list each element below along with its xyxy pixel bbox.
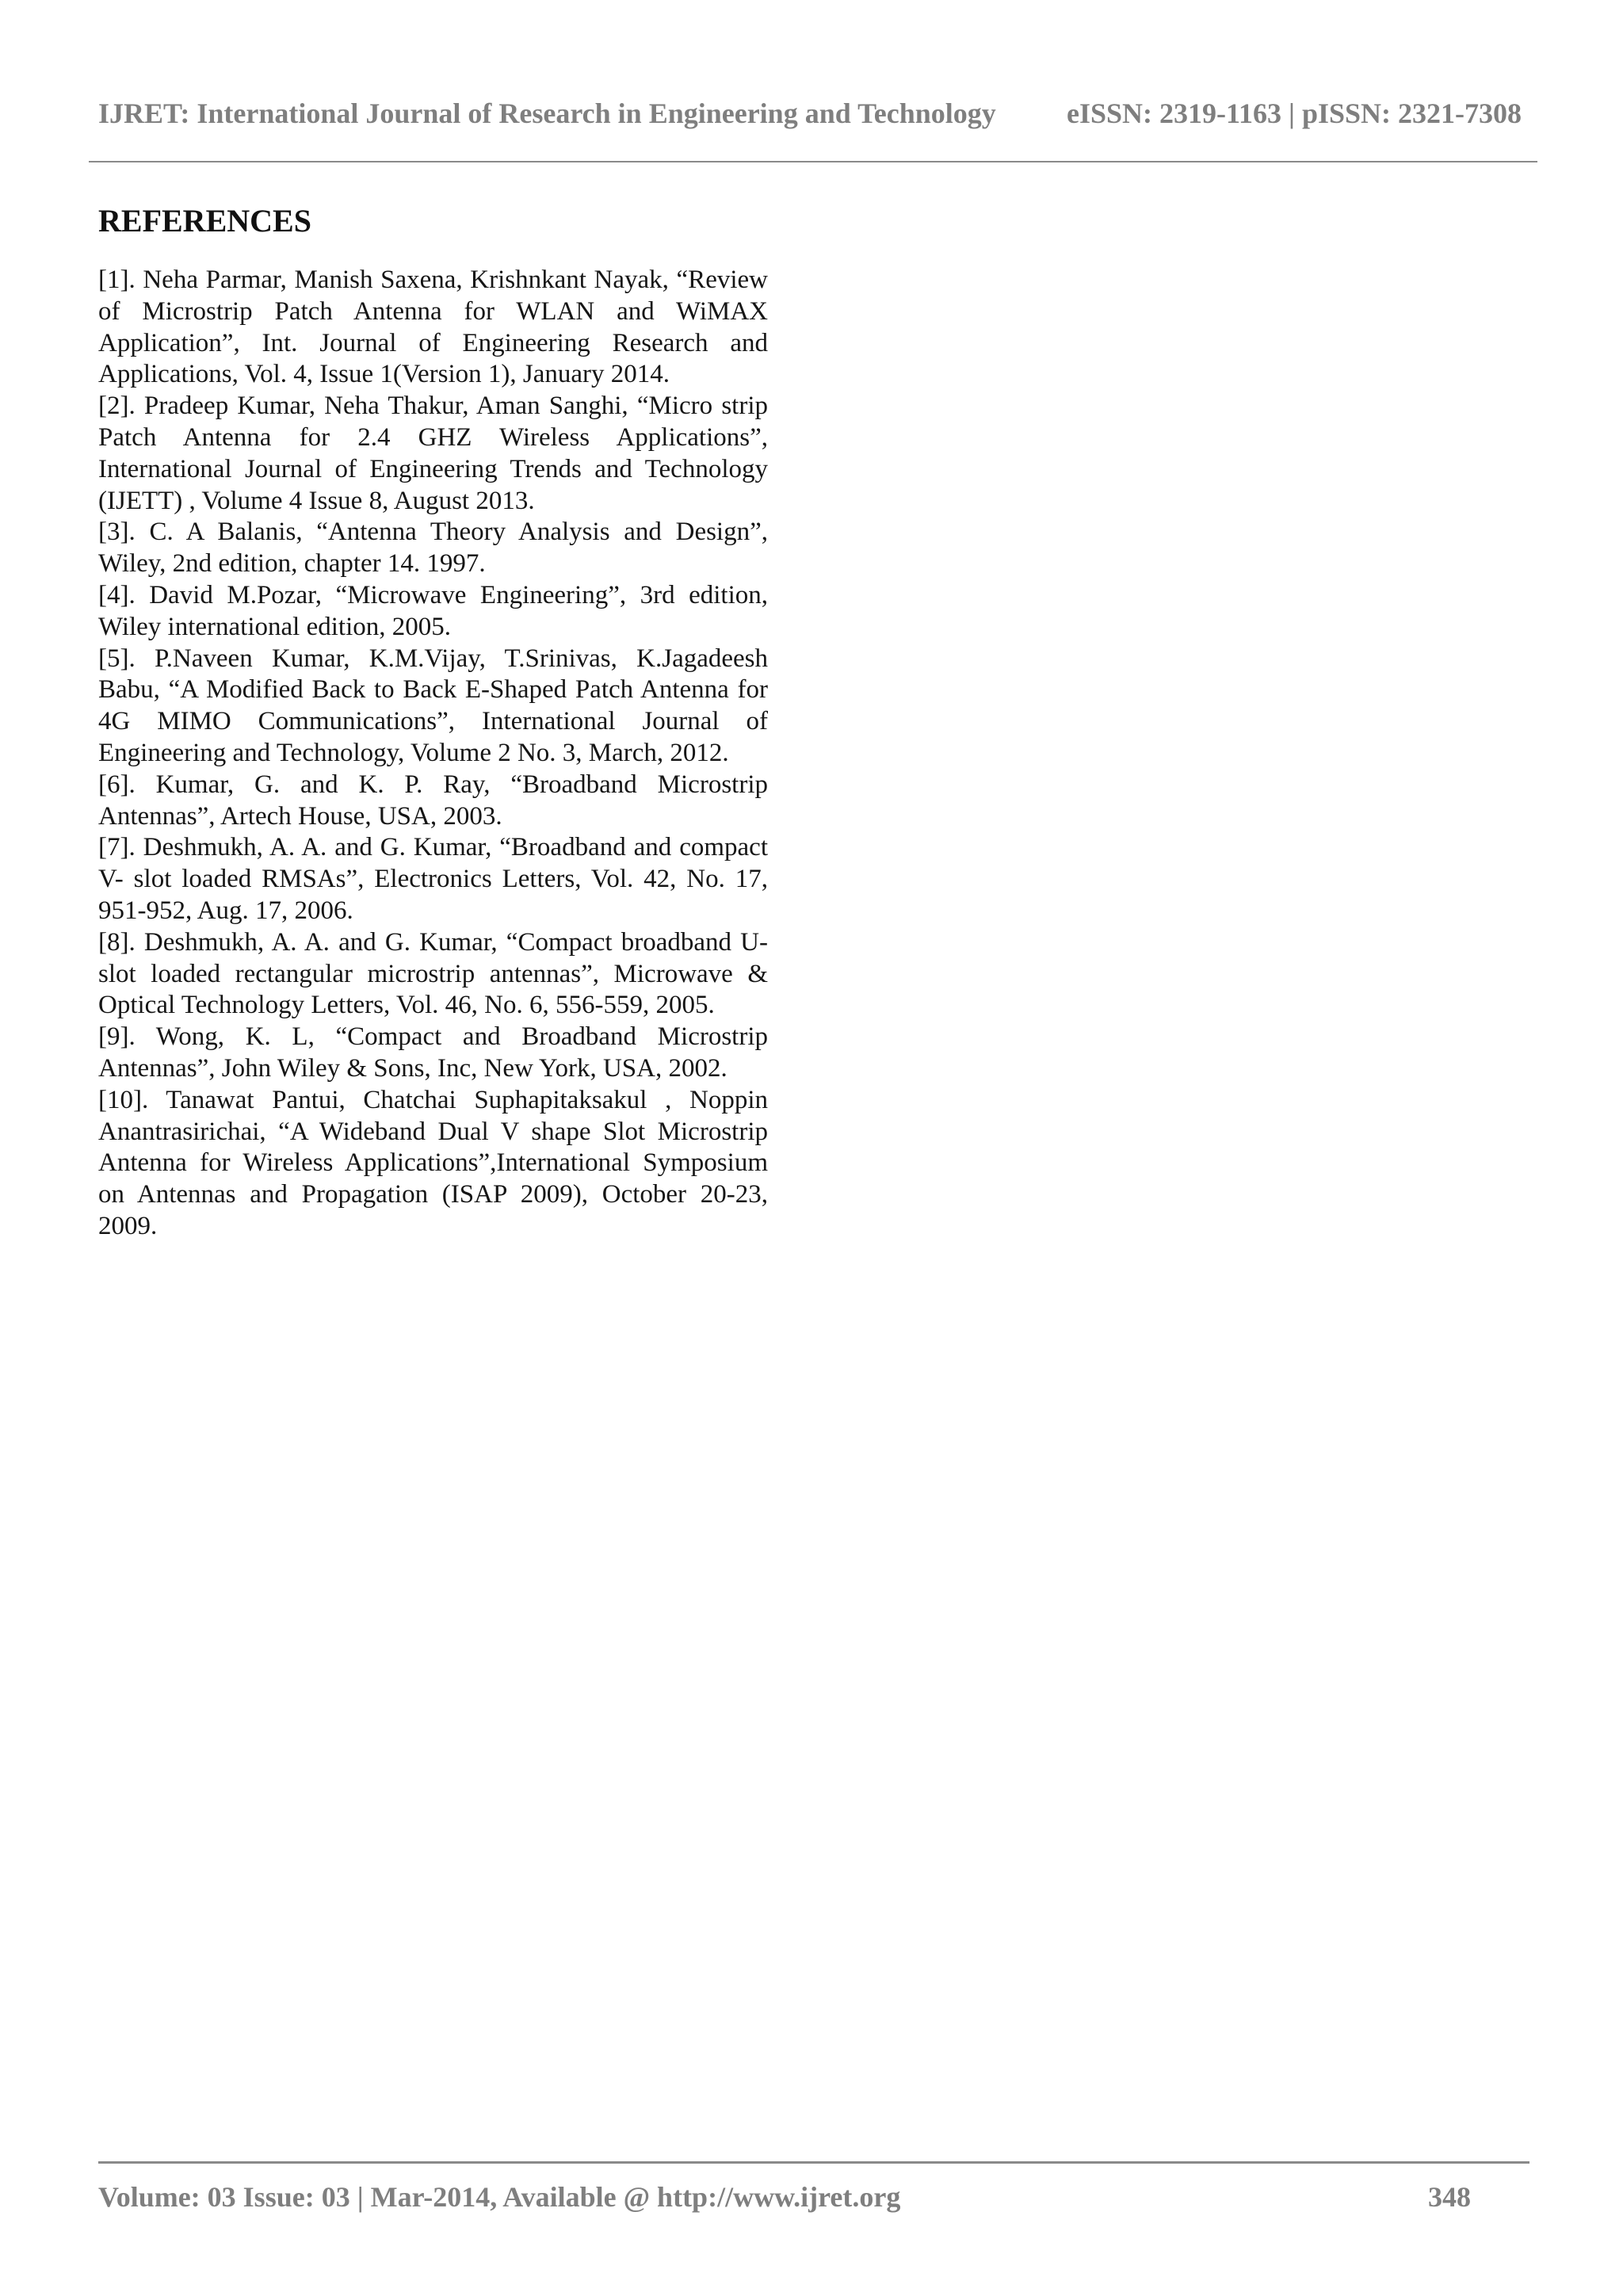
page-header bbox=[98, 97, 1525, 136]
reference-item-9: [9]. Wong, K. L, “Compact and Broadband Microstrip Antennas”, John Wiley & Sons, Inc, New York, USA, 2002. bbox=[98, 1022, 768, 1083]
reference-item-5: [5]. P.Naveen Kumar, K.M.Vijay, T.Srinivas, K.Jagadeesh Babu, “A Modified Back to Back E-Shaped Patch Antenna for 4G MIMO Communications”, International Journal of Engineering and Technology, Volume 2 No. 3, March, 2012. bbox=[98, 644, 768, 767]
reference-item-3: [3]. C. A Balanis, “Antenna Theory Analysis and Design”, Wiley, 2nd edition, chapter 14. 1997. bbox=[98, 518, 768, 579]
footer-divider bbox=[98, 2161, 1529, 2164]
reference-item-2: [2]. Pradeep Kumar, Neha Thakur, Aman Sanghi, “Micro strip Patch Antenna for 2.4 GHZ Wireless Applications”, International Journal of Engineering Trends and Technology (IJETT) , Volume 4 Issue 8, August 2013. bbox=[98, 392, 768, 515]
reference-item-10: [10]. Tanawat Pantui, Chatchai Suphapitaksakul , Noppin Anantrasirichai, “A Wideband Dual V shape Slot Microstrip Antenna for Wireless Applications”,International Symposium on Antennas and Propagation (ISAP 2009), October 20-23, 2009. bbox=[98, 1085, 768, 1240]
reference-item-6: [6]. Kumar, G. and K. P. Ray, “Broadband Microstrip Antennas”, Artech House, USA, 2003. bbox=[98, 770, 768, 831]
issn-info: eISSN: 2319-1163 | pISSN: 2321-7308 bbox=[1067, 97, 1522, 129]
reference-item-4: [4]. David M.Pozar, “Microwave Engineering”, 3rd edition, Wiley international edition, 2005. bbox=[98, 580, 768, 641]
reference-list bbox=[98, 265, 768, 1243]
footer-volume-info: Volume: 03 Issue: 03 | Mar-2014, Available @ http://www.ijret.org bbox=[98, 2181, 901, 2213]
reference-item-7: [7]. Deshmukh, A. A. and G. Kumar, “Broadband and compact V- slot loaded RMSAs”, Electronics Letters, Vol. 42, No. 17, 951-952, Aug. 17, 2006. bbox=[98, 833, 768, 925]
references-heading: REFERENCES bbox=[98, 203, 311, 239]
reference-item-1: [1]. Neha Parmar, Manish Saxena, Krishnkant Nayak, “Review of Microstrip Patch Antenna for WLAN and WiMAX Application”, Int. Journal of Engineering Research and Applications, Vol. 4, Issue 1(Version 1), January 2014. bbox=[98, 266, 768, 389]
reference-item-8: [8]. Deshmukh, A. A. and G. Kumar, “Compact broadband U-slot loaded rectangular microstrip antennas”, Microwave & Optical Technology Letters, Vol. 46, No. 6, 556-559, 2005. bbox=[98, 927, 768, 1020]
journal-title: IJRET: International Journal of Research in Engineering and Technology bbox=[98, 97, 996, 129]
header-divider bbox=[89, 161, 1537, 162]
page-number: 348 bbox=[1428, 2181, 1471, 2213]
